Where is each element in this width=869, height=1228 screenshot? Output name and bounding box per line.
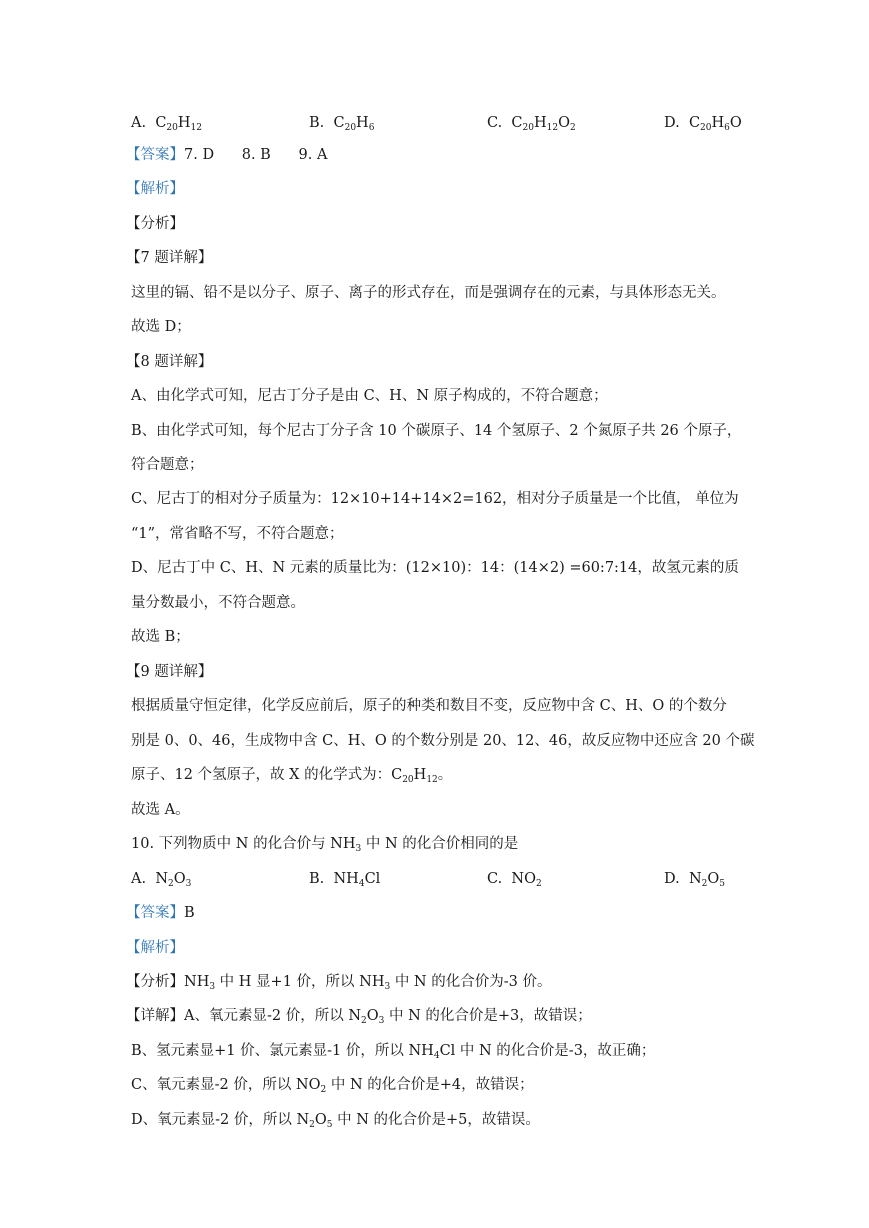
q10-b: B、氢元素显+1 价、氯元素显-1 价，所以 $NH_4Cl$ 中 N 的化合价是-3，故正确； (131, 1043, 656, 1061)
q7-text: 这里的镉、铅不是以分子、原子、离子的形式存在，而是强调存在的元素，与具体形态无关。 (131, 285, 726, 301)
q10-stem: 10. 下列物质中 N 的化合价与 $NH_3$ 中 N 的化合价相同的是 (131, 836, 519, 854)
answer-tag: 【答案】 (126, 147, 184, 163)
q9-l1: 根据质量守恒定律，化学反应前后，原子的种类和数目不变，反应物中含 C、H、O 的个数分 (131, 698, 727, 714)
option-b: B. $C_{20}H_6$ (309, 115, 375, 133)
fenxi-tag: 【分析】 (126, 216, 184, 232)
option-c: C. $C_{20}H_{12}O_2$ (487, 115, 576, 133)
q8-a: A、由化学式可知，尼古丁分子是由 C、H、N 原子构成的，不符合题意； (131, 388, 608, 404)
q7-choice: 故选 D； (131, 319, 191, 335)
q8-c1: C、尼古丁的相对分子质量为：12×10+14+14×2=162，相对分子质量是一个比值， 单位为 (131, 491, 739, 507)
q8-c2: “1”，常省略不写，不符合题意； (131, 526, 344, 542)
q7-title: 【7 题详解】 (126, 250, 213, 266)
q10-fenxi: 【分析】$NH_3$ 中 H 显+1 价，所以 $NH_3$ 中 N 的化合价为-3 价。 (126, 974, 552, 992)
q10-d: D、氧元素显-2 价，所以 $N_2O_5$ 中 N 的化合价是+5，故错误。 (131, 1112, 540, 1130)
q8-b2: 符合题意； (131, 457, 204, 473)
q10-xiangjie: 【详解】A、氧元素显-2 价，所以 $N_2O_3$ 中 N 的化合价是+3，故错误； (126, 1008, 592, 1026)
q9-l3: 原子、12 个氢原子，故 X 的化学式为：$C_{20}H_{12}$。 (131, 767, 453, 785)
q10-answer: B (184, 905, 195, 921)
answer-line: 【答案】7. D 8. B 9. A (126, 147, 328, 163)
q10-answer-line (126, 903, 195, 923)
q10-c: C、氧元素显-2 价，所以 $NO_2$ 中 N 的化合价是+4，故错误； (131, 1077, 534, 1095)
option-a: A. $C_{20}H_{12}$ (131, 115, 202, 133)
q10-option-c: C. $NO_2$ (487, 871, 542, 889)
q10-option-d: D. $N_2O_5$ (664, 871, 725, 889)
q10-analysis-tag: 【解析】 (126, 940, 184, 956)
option-d: D. $C_{20}H_6O$ (664, 115, 742, 133)
q9-choice: 故选 A。 (131, 802, 190, 818)
analysis-tag: 【解析】 (126, 181, 184, 197)
q8-b1: B、由化学式可知，每个尼古丁分子含 10 个碳原子、14 个氢原子、2 个氮原子共 26 个原子， (131, 423, 742, 439)
q8-d1: D、尼古丁中 C、H、N 元素的质量比为：(12×10)：14：(14×2) =60:7:14，故氢元素的质 (131, 560, 739, 576)
q8-d2: 量分数最小，不符合题意。 (131, 595, 305, 611)
q9-title: 【9 题详解】 (126, 664, 213, 680)
q9-l2: 别是 0、0、46，生成物中含 C、H、O 的个数分别是 20、12、46，故反应物中还应含 20 个碳 (131, 733, 755, 749)
q10-option-a: A. $N_2O_3$ (131, 871, 192, 889)
q8-choice: 故选 B； (131, 629, 190, 645)
q8-title: 【8 题详解】 (126, 354, 213, 370)
q10-answer-tag: 【答案】 (126, 905, 184, 921)
q10-option-b: B. $NH_4Cl$ (309, 871, 381, 889)
